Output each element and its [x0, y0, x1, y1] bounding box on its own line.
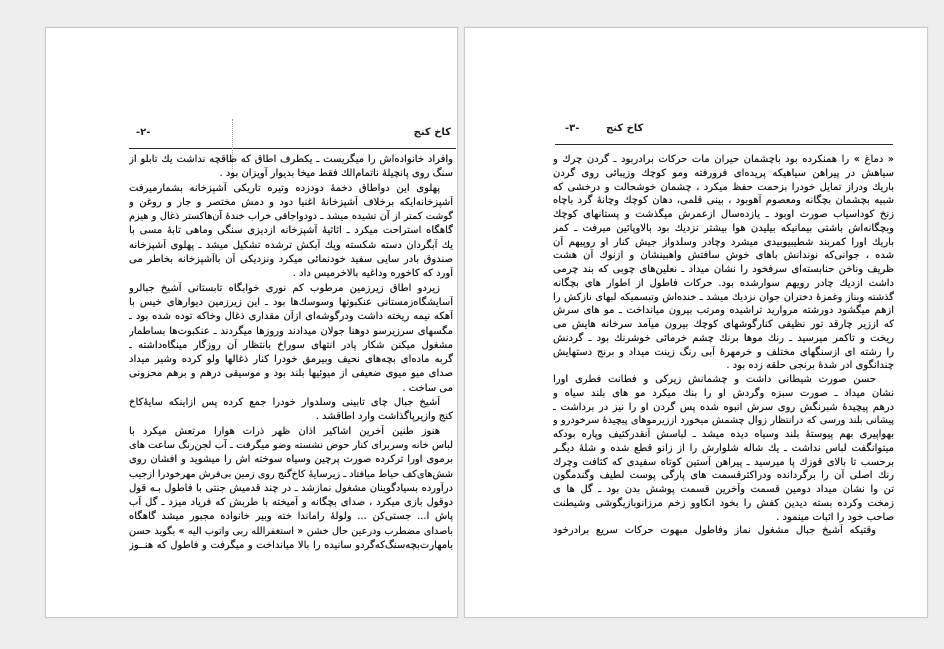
text-line: سیاهش در پیراهن سیاهیکه پریده‌ای فرورفته ومو کوچك وزیبائی روی گردن	[553, 167, 894, 179]
text-line: صندوق بادر سایی سفید خودنمائی میکرد ونزدیکی آن باآشپزخانه بخاطر می	[129, 254, 453, 266]
page-body	[129, 153, 453, 553]
text-line: باصدای مضطرب ودرعین حال خشن « استغفرالله ربی واتوب الیه » بگوید حسن	[129, 525, 453, 537]
text-line: که اززیر چارقد تور نظیفی کنارگوشهای کوچك بیرون میآمد سرخانه هایش می	[553, 319, 894, 330]
text-line: کنج وازیرپاگذاشت وارد اطاقشد .	[315, 411, 453, 423]
paragraph	[129, 153, 453, 182]
text-line: آسایشگاه‌زمستانی عنکبوتها وسوسك‌ها بود ـ این زیرزمین دیوارهای خیس با	[129, 296, 453, 308]
text-line: تن وا نشان میداد دومین قسمت وآخرین قسمت پوشش بدن بود ـ گل ها ی	[553, 484, 894, 495]
text-line: « دماغ » را همنکرده بود باچشمان حیران مات حرکات برادربود ـ گردن چرك و	[553, 154, 894, 165]
paragraph	[129, 425, 453, 554]
text-line: گاهگاه استراحت میکرد ـ اثاثیهٔ آشپزخانه ازدیزی سنگی وماهی تابهٔ مسی با	[129, 225, 453, 237]
text-line: باریك ودراز تمایل خودرا بزحمت حفظ میکرد ، چشمان خوشحالت و درخشی که	[553, 181, 894, 193]
text-line: می ساخت .	[402, 382, 453, 394]
text-line: بهواپیری بهم پیوستهٔ بلند وسیاه دیده میشد ـ لباسش آنقدرکثیف وپاره بودکه	[553, 429, 894, 440]
paragraph	[129, 182, 453, 282]
running-title: کاخ کنج	[606, 123, 644, 134]
text-line: یك آبگردان دسته شکسته ویك آبکش ترشده تشکیل میشد ـ پهلوی آشپزخانه	[129, 239, 453, 251]
text-line: چندانگوی ادر شدهٔ برنجی حلقه زده بود .	[726, 360, 894, 372]
text-line: آشیخ جبال چای تابینی وسلدوار خودرا جمع کرده پس ازاینکه سایهٔ‌کاخ	[129, 397, 440, 409]
text-line: حسن صورت شیطانی داشت و چشمانش زیرکی و فطانت فطری اورا	[553, 374, 876, 385]
text-line: شش‌های‌کف حیاط میافتاد ـ زیرسایهٔ کاخ‌گنج روی زمین بی‌فرش مهرخودرا ازجیب	[129, 468, 453, 480]
paragraph	[553, 373, 894, 524]
header-rule	[555, 144, 893, 145]
left-page	[45, 27, 458, 618]
text-line: باریك اورا کمربند شطیبیوبیدی میشرد وچادر وسلدواز جیش کنار او روپیهم آن	[553, 236, 894, 248]
paragraph	[553, 153, 894, 373]
text-line: زمخت وکرده بسته دیدین کفش را بخود انکاوو زخم مرزانوبازیگوشی وشیطنت	[553, 497, 894, 509]
text-line: ازهم میگشود دورشته مروارید تراشیده ومرتب بیرون میانداخت ـ مو های سرش	[553, 305, 894, 317]
text-line: وقتیکه آشیخ جبال مشغول نماز وفاطول مبهوت حرکات سریع برادرخود	[553, 525, 876, 537]
text-line: شبیه بچشمان بچگانه ومعصوم آهوبود ، بینی قلمی، دهان کوچك وچانهٔ گرد باچاه	[553, 195, 894, 207]
text-line: درآورده بسیادگوینان مشغول نمازشد ـ در چند قدمیش جنتی با فاطول بـه قول	[129, 482, 453, 494]
page-body	[553, 153, 894, 538]
text-line: آهکه نیمه ریخته داشت ودرگوشه‌ای ازآن مقداری ذغال وخاکه توده شده بود ـ	[129, 311, 453, 323]
text-line: لباس خانه وسربرای کنار حوض نشسته وضو میگرفت ـ آب لجن‌رنگ ساعت های	[129, 439, 453, 451]
header-rule	[129, 148, 456, 149]
right-page	[464, 27, 928, 618]
text-line: گذشته وبناز وغمزهٔ دختران جوان نزدیك میشد ـ خنده‌اش وتبسمیکه لبهای نازکش را	[553, 291, 894, 303]
text-line: برحسب تا بالای قوزك پا میرسید ـ پیراهن آستین کوتاه سفیدی که کثافت وچرك	[553, 456, 894, 468]
text-line: پهلوی این دواطاق دخمهٔ دودزده وتیره تاریکی آشپزخانه بشمارمیرفت	[129, 182, 440, 194]
text-line: مگسهای سرزیرسو دوهنا جولان میدادند وروزها میگردند ـ عنکبوت‌ها بساطمار	[129, 325, 453, 337]
text-line: زنخ کوداسیاب صورت اوبود ـ یازده‌سال ازعمرش میگذشت و پستانهای کوچك	[553, 209, 894, 220]
text-line: نشان میداد ـ صورت سبزه وگردش او را بنك میکرد مو های بلند سیاه و	[553, 387, 894, 399]
text-line: دوقول بازی میکرد ، صدای بچگانه و آمیخته با طربش که فریاد میزد ـ گل آب	[129, 497, 453, 509]
page-number: -۳-	[565, 123, 580, 134]
text-line: شده ، جوانی‌که نوندانش باهای خوش سافتش واهبینشان و ازنوك آن هشت	[553, 250, 894, 262]
text-line: ریخت و تاکمر میرسید ـ رنك موها برنك چشم خرمائی خوشرنك بود ـ گردنش	[553, 332, 894, 344]
text-line: وافراد خانواده‌اش را میگریست ـ یکطرف اطاق که طاقچه نداشت یك تابلو از	[129, 154, 453, 165]
text-line: وبچگانه‌اش باشتی بیمانیکه بیلیدن هوا بیشتر نزدیك بود بالاوپائین میرفت ـ کمر	[553, 222, 894, 234]
text-line: زیردو اطاق زیرزمین مرطوب کم نوری خوابگاه تابستانی آشیخ جبالرو	[129, 282, 440, 294]
paragraph	[129, 282, 453, 396]
text-line: سنگ روی پانچیلهٔ ناتمام‌الك فقط میخا بدیوار آویزان بود .	[219, 168, 453, 180]
text-line: صاحب خود را اثبات مینمود .	[776, 511, 894, 523]
text-line: بامهارت‌بچه‌سنگ‌که‌گردو سانیده را بالا میانداخت و میگرفت و فاطول که هنــوز	[129, 540, 453, 552]
paragraph	[129, 396, 453, 425]
text-line: ظریف وناخن حنابسته‌ای سرفخود را نشان میداد ـ نعلین‌های چوبی که بند چرمی	[553, 264, 894, 275]
page-number: -۲-	[136, 127, 151, 138]
text-line: را رشته ای ازسنگهای مختلف و خرمهرهٔ آبی رنگ زینت میداد و برنج دستهایش	[553, 346, 894, 358]
text-line: برموی اورا ترکرده صورت پرچین وسیاه سوخته اش را میشوید و افشان روی	[129, 454, 453, 466]
text-line: رنك اصلی آن را برگردانده ودراکثرقسمت های پارگی پوست لطیف وگندمگون	[553, 470, 894, 482]
text-line: درهم پیچیدهٔ شبرنگش روی سرش انبوه شده پس گردن او را نیز در برداشت ـ	[553, 401, 894, 413]
text-line: گربه ماده‌ای بچه‌های نحیف وبیرمق خودرا کنار ذغالها ولو کرده وشیر میداد	[129, 354, 453, 366]
text-line: صدای میو میوی ضعیفی از میوئیها بلند بود و موسیقی درهم و برهم محزونی	[129, 368, 453, 380]
text-line: داشت ازدیك چادر رویهم سوارشده بود. حرکات فاطول از اطوار های بچگانه	[553, 277, 894, 289]
text-line: آشپزخانه‌ایکه برخلاف آشپزخانهٔ اغنیا دود و دمش مختصر و جار و روغن و	[129, 196, 453, 208]
text-line: میتوانگفت لباس نداشت ـ یك شاله شلوارش را از زانو قطع شده و شلهٔ دیگـر	[553, 442, 894, 454]
text-line: پاش ا... جستی‌کن ... ولولهٔ راماندا خته وبیر خانواده مجبور میشد گاهگاه	[129, 511, 453, 523]
text-line: آورد که کاخوره وداغیه بالاخرمیس داد .	[292, 268, 453, 280]
running-title: کاخ کنج	[413, 127, 451, 138]
text-line: پیشانی بلند ورسی که درانتظار زوال چشمش میخورد اززیرموهای پیچیدهٔ سرخودرو و	[553, 415, 894, 427]
text-line: مشغول میکنن شکار پادر انتهای سوراخ بانتظار آن روزگار مینگاه‌داشته ـ	[129, 339, 453, 351]
paragraph	[553, 524, 894, 538]
text-line: گوشت کمتر از آن تشیده میشد ـ دودواجاقی خراب خندهٔ آن‌هاکستر ذغال و هیزم	[129, 211, 453, 223]
text-line: هنوز طنین آخرین اشاکیر اذان ظهر ذرات هوارا مرتعش میکرد با	[129, 425, 440, 437]
